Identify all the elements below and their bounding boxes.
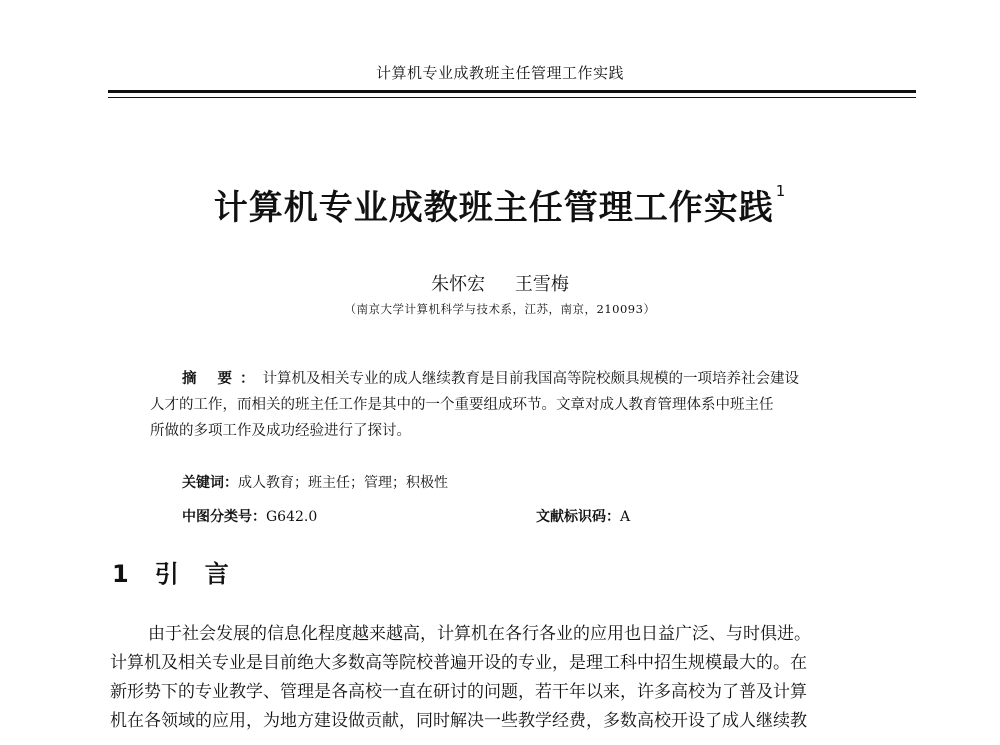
header-rule-thin bbox=[108, 97, 916, 98]
abstract-label: 摘 要： bbox=[182, 371, 263, 387]
body-line-3: 新形势下的专业教学、管理是各高校一直在研讨的问题，若干年以来，许多高校为了普及计算 bbox=[110, 682, 807, 702]
authors bbox=[0, 270, 1000, 296]
section-heading bbox=[112, 554, 255, 589]
author-2: 王雪梅 bbox=[514, 274, 569, 295]
abstract bbox=[150, 366, 890, 444]
abstract-line-3: 所做的多项工作及成功经验进行了探讨。 bbox=[150, 423, 411, 439]
author-1: 朱怀宏 bbox=[431, 274, 486, 295]
body-line-2: 计算机及相关专业是目前绝大多数高等院校普遍开设的专业，是理工科中招生规模最大的。在 bbox=[110, 653, 807, 673]
classification-number bbox=[182, 506, 317, 526]
classification-value: G642.0 bbox=[266, 509, 318, 525]
keywords bbox=[182, 472, 448, 492]
paper-title-text: 计算机专业成教班主任管理工作实践 bbox=[213, 188, 774, 228]
body-line-4: 机在各领域的应用，为地方建设做贡献，同时解决一些教学经费，多数高校开设了成人继续教 bbox=[110, 711, 807, 731]
section-title: 引言 bbox=[154, 560, 255, 588]
body-text bbox=[110, 620, 920, 736]
body-line-1: 由于社会发展的信息化程度越来越高，计算机在各行各业的应用也日益广泛、与时俱进。 bbox=[148, 624, 811, 644]
section-number: 1 bbox=[112, 560, 129, 588]
keywords-label: 关键词： bbox=[182, 475, 238, 491]
abstract-line bbox=[150, 366, 890, 392]
header-rule-thick bbox=[108, 90, 916, 93]
document-code bbox=[536, 506, 630, 526]
document-code-label: 文献标识码： bbox=[536, 509, 620, 525]
paper-title bbox=[0, 180, 1000, 229]
keywords-value: 成人教育；班主任；管理；积极性 bbox=[238, 475, 448, 491]
abstract-line-2: 人才的工作，而相关的班主任工作是其中的一个重要组成环节。文章对成人教育管理体系中班主任 bbox=[150, 397, 774, 413]
document-code-value: A bbox=[620, 509, 631, 525]
classification-label: 中图分类号： bbox=[182, 509, 266, 525]
affiliation: （南京大学计算机科学与技术系，江苏，南京，210093） bbox=[344, 302, 656, 316]
running-header: 计算机专业成教班主任管理工作实践 bbox=[375, 64, 624, 82]
title-footnote-mark: 1 bbox=[775, 182, 787, 200]
abstract-line-1: 计算机及相关专业的成人继续教育是目前我国高等院校颇具规模的一项培养社会建设 bbox=[262, 371, 800, 387]
